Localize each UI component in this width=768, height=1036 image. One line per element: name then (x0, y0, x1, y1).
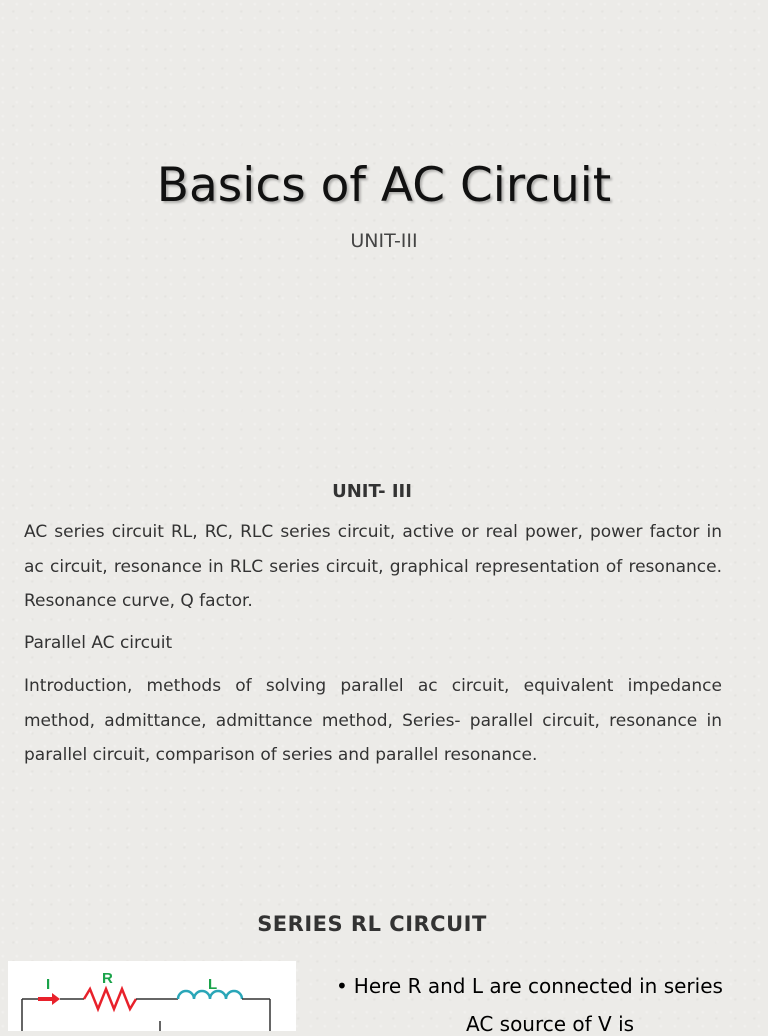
rl-circuit-diagram (8, 961, 296, 1031)
syllabus-paragraph-series: AC series circuit RL, RC, RLC series circuit, active or real power, power factor in ac circuit, resonance in RLC series circuit, graphical representation of resonance. Resonance curve, Q factor. (24, 522, 722, 611)
bullet-dot-icon: • (336, 974, 348, 998)
slide-title: Basics of AC Circuit (156, 158, 612, 213)
bullet-item-continued: AC source of V is (466, 1012, 635, 1036)
title-slide (0, 0, 768, 430)
bullet-item (336, 974, 768, 998)
label-resistor: R (102, 970, 113, 987)
unit-heading: UNIT- III (332, 481, 412, 502)
rl-circuit-svg (8, 961, 296, 1031)
label-inductor: L (208, 976, 218, 993)
series-rl-heading: SERIES RL CIRCUIT (257, 912, 487, 936)
resistor-icon (84, 989, 136, 1009)
slide-subtitle: UNIT-III (350, 230, 418, 252)
current-arrow-icon (52, 993, 60, 1005)
bullet-text: Here R and L are connected in series (353, 974, 723, 998)
label-current: I (46, 976, 51, 993)
syllabus-slide (0, 430, 768, 860)
syllabus-subheading-parallel: Parallel AC circuit (24, 633, 173, 653)
series-rl-slide (0, 860, 768, 1036)
syllabus-paragraph-parallel: Introduction, methods of solving parallel ac circuit, equivalent impedance method, admittance, admittance method, Series- parallel circuit, resonance in parallel circuit, comparison of series and parallel resonance. (24, 676, 722, 765)
